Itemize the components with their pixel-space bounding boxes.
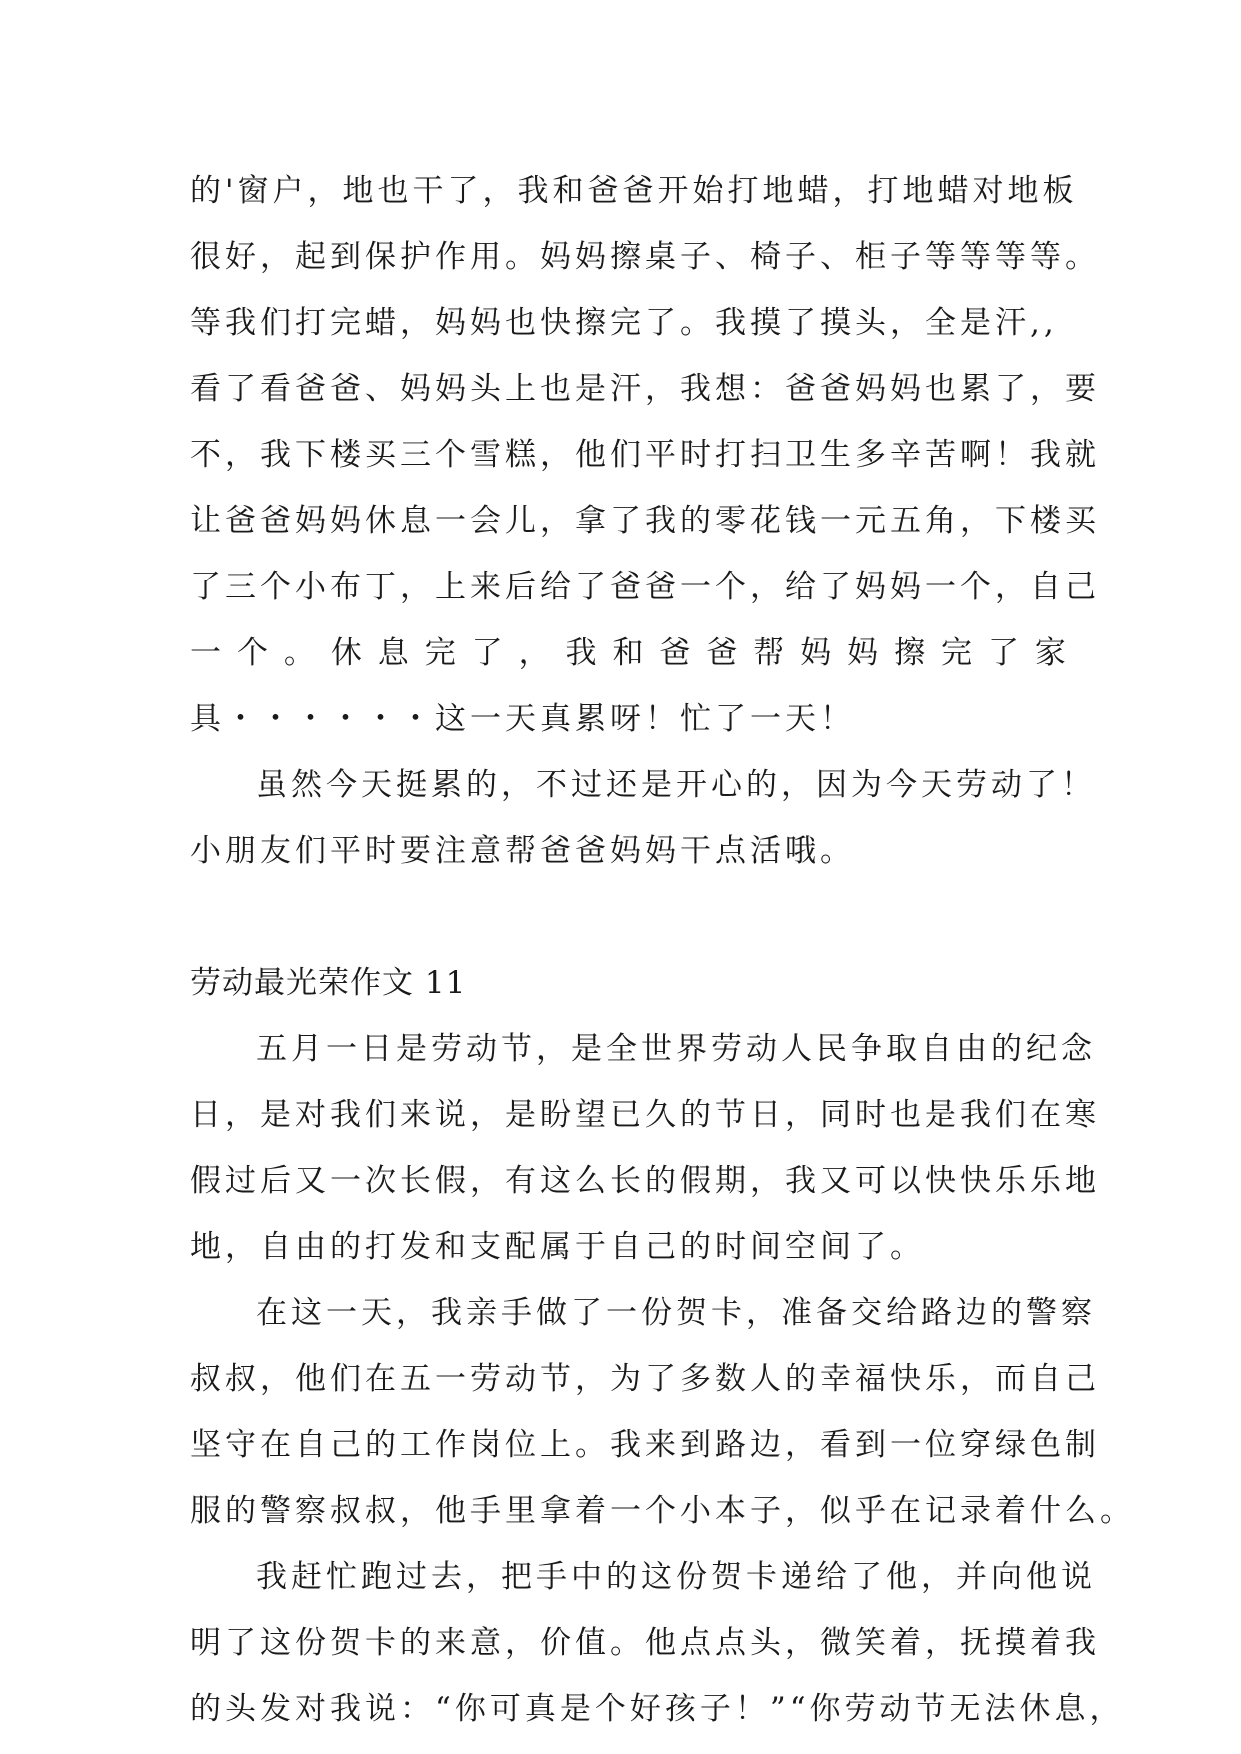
text-char: 我 <box>565 635 601 671</box>
text-line: 服的警察叔叔，他手里拿着一个小本子，似乎在记录着什么。 <box>190 1493 1135 1529</box>
text-line: 虽然今天挺累的，不过还是开心的，因为今天劳动了！ <box>256 767 1096 803</box>
text-char: 了 <box>987 635 1023 671</box>
text-char: 爸 <box>706 635 742 671</box>
paragraph <box>190 1016 1100 1280</box>
text-char: 完 <box>424 635 460 671</box>
text-line: 地，自由的打发和支配属于自己的时间空间了。 <box>190 1229 925 1265</box>
text-line: 五月一日是劳动节，是全世界劳动人民争取自由的纪念 <box>256 1031 1096 1067</box>
text-char: 爸 <box>659 635 695 671</box>
text-line: 看了看爸爸、妈妈头上也是汗，我想：爸爸妈妈也累了，要 <box>190 371 1100 407</box>
essay-heading: 劳动最光荣作文 11 <box>190 965 467 1001</box>
text-line: 我赶忙跑过去，把手中的这份贺卡递给了他，并向他说 <box>256 1559 1096 1595</box>
text-line: 等我们打完蜡，妈妈也快擦完了。我摸了摸头，全是汗,, <box>190 305 1058 341</box>
text-line: 的头发对我说：“你可真是个好孩子！”“你劳动节无法休息， <box>190 1691 1125 1727</box>
text-line: 在这一天，我亲手做了一份贺卡，准备交给路边的警察 <box>256 1295 1096 1331</box>
text-char: 完 <box>941 635 976 671</box>
text-line: 不，我下楼买三个雪糕，他们平时打扫卫生多辛苦啊！我就 <box>190 437 1100 473</box>
blank-line <box>190 884 1070 950</box>
paragraph <box>190 752 1096 884</box>
text-line: 了三个小布丁，上来后给了爸爸一个，给了妈妈一个，自己 <box>190 569 1100 605</box>
text-char: 。 <box>283 635 319 671</box>
text-line: 假过后又一次长假，有这么长的假期，我又可以快快乐乐地 <box>190 1163 1100 1199</box>
text-line: 的'窗户，地也干了，我和爸爸开始打地蜡，打地蜡对地板 <box>190 173 1078 209</box>
text-char: 一 <box>190 635 225 671</box>
text-char: ， <box>518 635 554 671</box>
text-char: 妈 <box>847 635 883 671</box>
text-char: 息 <box>377 635 413 671</box>
text-char: 和 <box>612 635 648 671</box>
text-line: 具・・・・・・这一天真累呀！忙了一天！ <box>190 701 855 737</box>
paragraph <box>190 158 1100 752</box>
document-body <box>190 158 1135 1742</box>
text-char: 休 <box>330 635 366 671</box>
text-line: 坚守在自己的工作岗位上。我来到路边，看到一位穿绿色制 <box>190 1427 1100 1463</box>
text-line: 日，是对我们来说，是盼望已久的节日，同时也是我们在寒 <box>190 1097 1100 1133</box>
paragraph <box>190 1280 1135 1544</box>
text-line-justified <box>190 620 1070 686</box>
text-char: 家 <box>1034 635 1070 671</box>
text-char: 帮 <box>753 635 789 671</box>
text-char: 妈 <box>800 635 836 671</box>
paragraph <box>190 1544 1125 1742</box>
text-line: 让爸爸妈妈休息一会儿，拿了我的零花钱一元五角，下楼买 <box>190 503 1100 539</box>
text-char: 擦 <box>894 635 930 671</box>
text-line: 叔叔，他们在五一劳动节，为了多数人的幸福快乐，而自己 <box>190 1361 1100 1397</box>
text-char: 个 <box>236 635 272 671</box>
text-line: 小朋友们平时要注意帮爸爸妈妈干点活哦。 <box>190 833 855 869</box>
text-line: 明了这份贺卡的来意，价值。他点点头，微笑着，抚摸着我 <box>190 1625 1100 1661</box>
text-char: 了 <box>471 635 507 671</box>
text-line: 很好，起到保护作用。妈妈擦桌子、椅子、柜子等等等等。 <box>190 239 1100 275</box>
